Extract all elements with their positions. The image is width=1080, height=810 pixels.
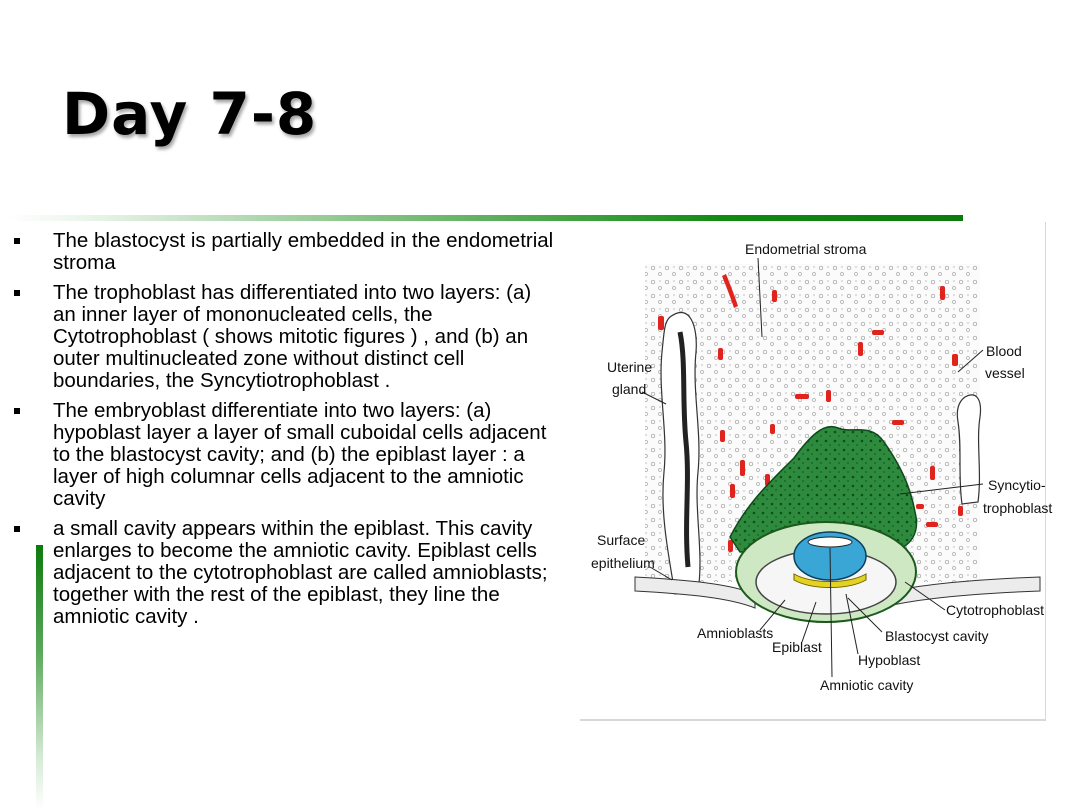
bullet-text: The embryoblast differentiate into two layers: (a) hypoblast layer a layer of small cuboidal cells adjacent to the blastocyst cavity; and (b) the epiblast layer : a layer of high columnar cells adjacent to the amniotic cavity [53,399,547,510]
label-surface-epithelium-line1: Surface [597,532,646,548]
implantation-figure [580,222,1053,721]
slide-title: Day 7-8 [62,80,318,148]
label-hypoblast: Hypoblast [858,652,921,668]
bullet-text: The blastocyst is partially embedded in the endometrial stroma [53,229,554,274]
label-syncytiotrophoblast-line1: Syncytio- [988,477,1046,493]
amniotic-cavity-shape [808,537,852,547]
label-epiblast: Epiblast [772,639,822,655]
label-uterine-gland-line2: gland [612,381,647,397]
label-amniotic-cavity: Amniotic cavity [820,677,914,693]
label-cytotrophoblast: Cytotrophoblast [946,602,1045,618]
bullet-square-icon [14,526,20,532]
label-blood-vessel-line1: Blood [986,343,1022,359]
label-endometrial-stroma: Endometrial stroma [745,241,867,257]
bullet-item [14,518,559,628]
bullet-text: The trophoblast has differentiated into two layers: (a) an inner layer of mononucleated cells, the Cytotrophoblast ( shows mitotic figures ) , and (b) an outer multinucleated zone without distinct cell boundaries, the Syncytiotrophoblast . [53,281,532,392]
label-syncytiotrophoblast-line2: trophoblast [983,500,1053,516]
bullet-text: a small cavity appears within the epiblast. This cavity enlarges to become the amniotic cavity. Epiblast cells adjacent to the cytotrophoblast are called amnioblasts; together with the rest of the epiblast, they line the amniotic cavity . [53,517,548,628]
implantation-diagram [580,222,1053,719]
title-divider [8,215,963,221]
bullet-square-icon [14,290,20,296]
bullet-item [14,400,559,510]
bullet-item [14,282,559,392]
bullet-square-icon [14,408,20,414]
label-blood-vessel-line2: vessel [985,365,1025,381]
uterine-gland-right [957,395,980,504]
bullet-list [14,230,559,636]
bullet-item [14,230,559,274]
label-blastocyst-cavity: Blastocyst cavity [885,628,989,644]
label-uterine-gland-line1: Uterine [607,359,653,375]
label-surface-epithelium-line2: epithelium [591,555,655,571]
label-amnioblasts: Amnioblasts [697,625,774,641]
bullet-square-icon [14,238,20,244]
